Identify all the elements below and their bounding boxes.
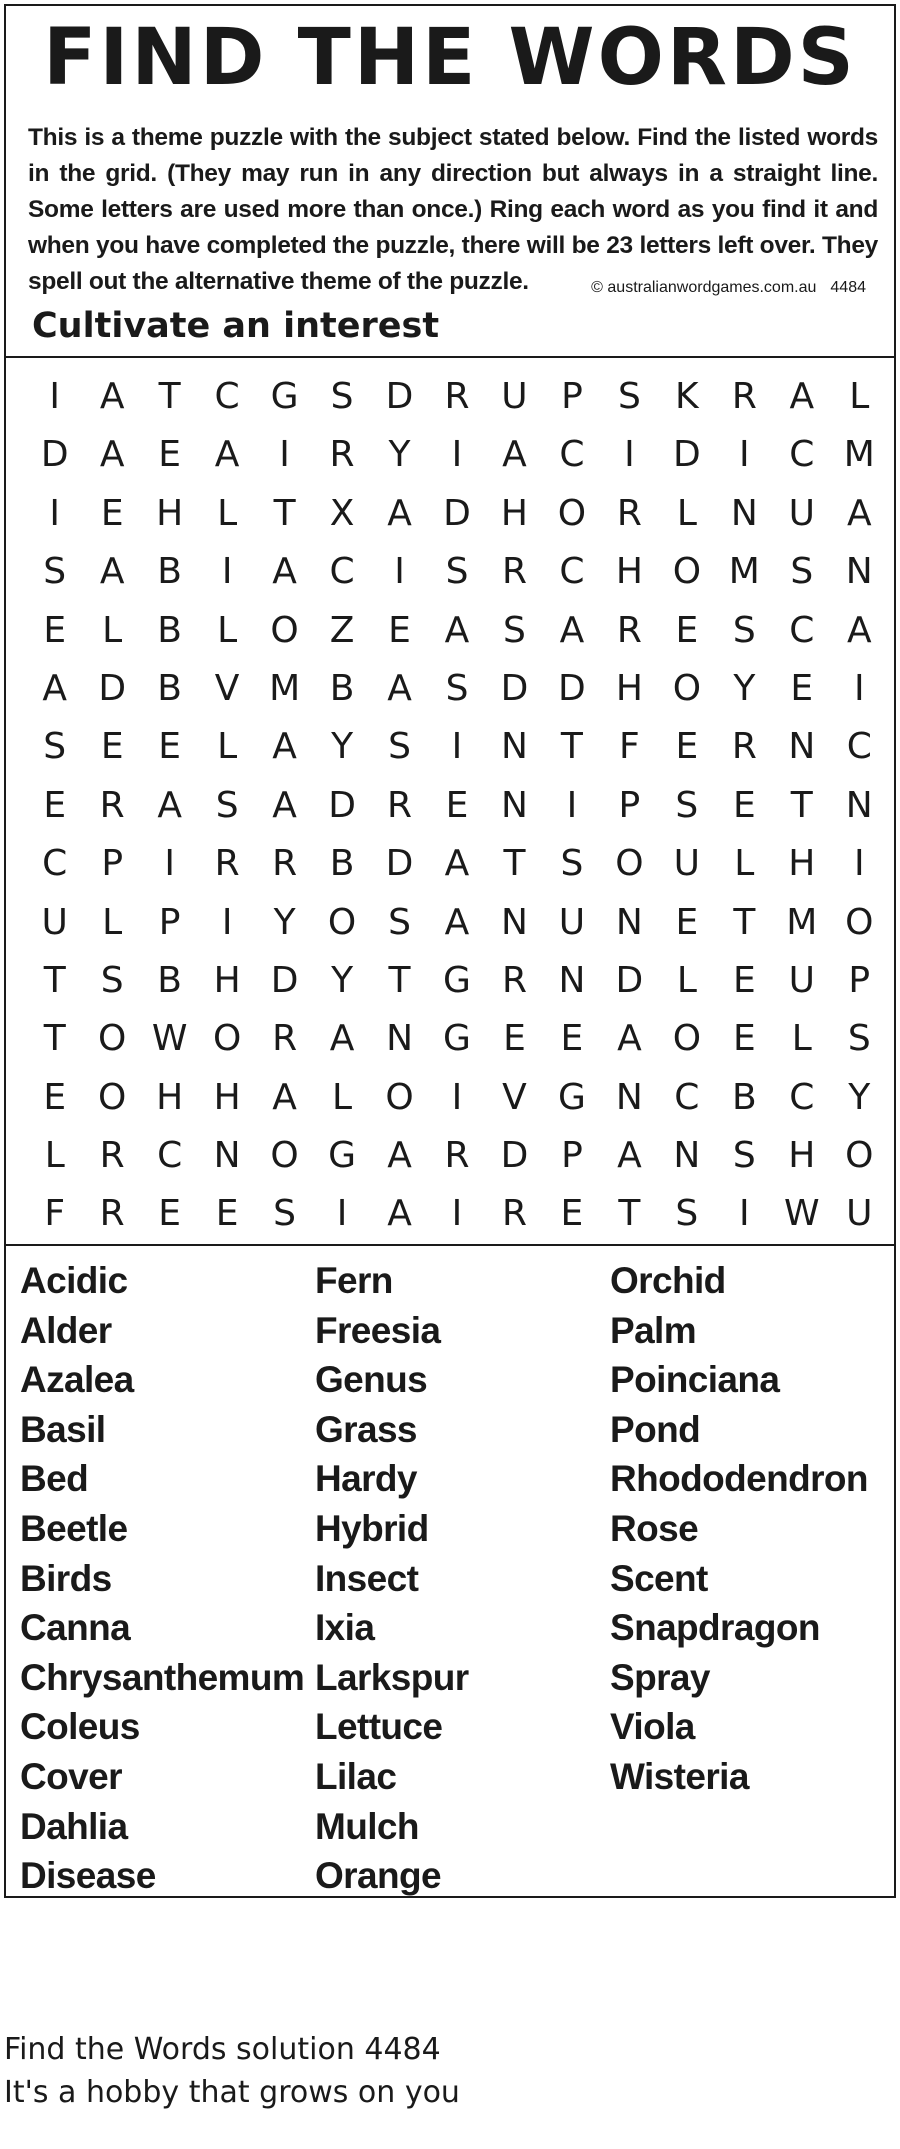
grid-cell[interactable]: D	[270, 959, 299, 1001]
grid-cell[interactable]: S	[330, 376, 354, 417]
grid-cell[interactable]: R	[731, 376, 757, 417]
grid-cell[interactable]: O	[212, 1018, 242, 1060]
grid-cell[interactable]: D	[500, 1135, 529, 1177]
solution-block	[4, 2028, 460, 2114]
puzzle-header	[6, 6, 894, 358]
grid-cell[interactable]: M	[269, 667, 301, 709]
puzzle-credit	[577, 278, 866, 298]
grid-cell[interactable]: A	[559, 609, 585, 651]
grid-cell[interactable]: D	[443, 492, 471, 534]
grid-cell[interactable]: T	[273, 492, 296, 534]
grid-cell[interactable]: E	[675, 726, 699, 768]
grid-cell[interactable]: U	[788, 959, 815, 1001]
grid-cell[interactable]: B	[157, 667, 182, 709]
grid-cell[interactable]: U	[788, 492, 815, 534]
grid-cell[interactable]: N	[500, 784, 528, 826]
word-list-item: Pond	[610, 1408, 701, 1450]
grid-cell[interactable]: I	[853, 667, 865, 709]
word-list-item: Genus	[315, 1359, 428, 1401]
grid-cell[interactable]: T	[388, 959, 411, 1001]
grid-cell[interactable]: N	[558, 959, 586, 1001]
grid-cell[interactable]: T	[43, 1018, 66, 1060]
grid-cell[interactable]: O	[270, 609, 299, 651]
grid-cell[interactable]: L	[676, 959, 697, 1001]
grid-cell[interactable]: B	[157, 959, 182, 1001]
grid-cell[interactable]: E	[43, 784, 67, 826]
grid-cell[interactable]: D	[615, 959, 644, 1001]
grid-cell[interactable]: T	[503, 843, 526, 885]
grid-cell[interactable]: L	[44, 1135, 65, 1177]
word-list-item: Basil	[20, 1408, 106, 1450]
word-list-item: Coleus	[20, 1706, 140, 1748]
grid-cell[interactable]: E	[158, 1193, 182, 1235]
word-list-item: Freesia	[315, 1309, 441, 1351]
word-list-item: Fern	[315, 1260, 393, 1301]
grid-cell[interactable]: I	[739, 434, 750, 476]
grid-cell[interactable]: O	[327, 901, 357, 943]
grid-cell[interactable]: S	[388, 726, 411, 768]
puzzle-frame	[4, 4, 896, 1898]
grid-cell[interactable]: E	[732, 1018, 756, 1060]
grid-cell[interactable]: R	[329, 434, 355, 476]
grid-cell[interactable]: N	[615, 901, 643, 943]
grid-cell[interactable]: E	[388, 609, 411, 651]
grid-cell[interactable]: R	[616, 492, 642, 534]
grid-cell[interactable]: S	[273, 1193, 297, 1235]
grid-cell[interactable]: R	[444, 376, 470, 417]
grid-cell[interactable]: P	[618, 784, 641, 826]
grid-cell[interactable]: S	[847, 1018, 871, 1060]
grid-cell[interactable]: A	[99, 551, 125, 593]
word-list-item: Dahlia	[20, 1805, 128, 1847]
grid-cell[interactable]: G	[443, 1018, 471, 1060]
grid-cell[interactable]: E	[560, 1193, 584, 1235]
word-list-item: Disease	[20, 1855, 156, 1897]
grid-cell[interactable]: O	[98, 1018, 127, 1060]
word-list-item: Palm	[610, 1309, 697, 1351]
word-list-item: Rose	[610, 1507, 699, 1549]
grid-cell[interactable]: O	[845, 901, 874, 943]
grid-cell[interactable]: E	[445, 784, 469, 826]
solution-answer: It's a hobby that grows on you	[4, 2075, 460, 2110]
grid-cell[interactable]: I	[394, 551, 405, 593]
solution-heading: Find the Words solution 4484	[4, 2032, 441, 2067]
word-list-item: Larkspur	[315, 1656, 469, 1698]
grid-cell[interactable]: C	[42, 843, 68, 885]
word-list-item: Beetle	[20, 1507, 128, 1549]
grid-cell[interactable]: I	[164, 843, 175, 885]
grid-cell[interactable]: I	[853, 843, 865, 885]
grid-cell[interactable]: C	[789, 1076, 815, 1118]
grid-cell[interactable]: L	[332, 1076, 353, 1118]
grid-cell[interactable]: D	[672, 434, 701, 476]
word-list-item: Poinciana	[610, 1359, 780, 1401]
grid-cell[interactable]: I	[624, 434, 635, 476]
grid-cell[interactable]: O	[98, 1076, 127, 1118]
grid-cell[interactable]: R	[272, 843, 298, 885]
word-list-item: Hardy	[315, 1458, 417, 1500]
grid-cell[interactable]: P	[848, 959, 871, 1001]
word-list-item: Orchid	[610, 1260, 726, 1301]
grid-cell[interactable]: A	[617, 1018, 642, 1060]
grid-cell[interactable]: A	[846, 492, 872, 534]
grid-cell[interactable]: L	[676, 492, 697, 534]
grid-cell[interactable]: C	[214, 376, 240, 417]
grid-cell[interactable]: T	[560, 726, 583, 768]
grid-cell[interactable]: H	[788, 1135, 816, 1177]
grid-cell[interactable]: C	[789, 609, 815, 651]
word-list-item: Snapdragon	[610, 1607, 820, 1649]
word-list-item: Cover	[20, 1755, 122, 1797]
grid-cell[interactable]: U	[673, 843, 701, 885]
grid-cell[interactable]: P	[561, 376, 583, 417]
grid-cell[interactable]: K	[675, 376, 699, 417]
grid-cell[interactable]: I	[451, 1193, 463, 1235]
grid-cell[interactable]: E	[215, 1193, 239, 1235]
grid-cell[interactable]: U	[501, 376, 528, 417]
grid-cell[interactable]: P	[158, 901, 181, 943]
grid-cell[interactable]: R	[501, 959, 527, 1001]
grid-cell[interactable]: D	[558, 667, 586, 709]
grid-cell[interactable]: N	[500, 901, 528, 943]
grid-cell[interactable]: E	[503, 1018, 526, 1060]
grid-cell[interactable]: S	[215, 784, 239, 826]
grid-cell[interactable]: F	[44, 1193, 66, 1235]
letter-grid	[26, 368, 888, 1244]
grid-cell[interactable]: A	[272, 551, 297, 593]
grid-cell[interactable]: Y	[331, 726, 354, 768]
grid-cell[interactable]: A	[157, 784, 182, 826]
grid-cell[interactable]: S	[675, 1193, 699, 1235]
grid-cell[interactable]: S	[43, 726, 67, 768]
word-list-item: Azalea	[20, 1359, 134, 1401]
grid-cell[interactable]: T	[158, 376, 181, 417]
grid-cell[interactable]: H	[615, 551, 643, 593]
grid-cell[interactable]: A	[272, 784, 297, 826]
grid-cell[interactable]: A	[387, 667, 412, 709]
word-list-item: Rhododendron	[610, 1458, 868, 1500]
grid-cell[interactable]: O	[270, 1135, 299, 1177]
grid-cell[interactable]: D	[500, 667, 529, 709]
grid-cell[interactable]: U	[558, 901, 586, 943]
grid-cell[interactable]: T	[790, 784, 813, 826]
word-list-item: Chrysanthemum	[20, 1656, 305, 1698]
puzzle-title: FIND THE WORDS	[43, 13, 857, 103]
grid-cell[interactable]: M	[728, 551, 760, 593]
word-list-item: Bed	[20, 1458, 89, 1500]
grid-cell[interactable]: R	[272, 1018, 298, 1060]
grid-cell[interactable]: A	[617, 1135, 642, 1177]
grid-cell[interactable]: A	[444, 901, 470, 943]
puzzle-number: 4484	[830, 279, 866, 296]
grid-cell[interactable]: A	[444, 609, 470, 651]
grid-cell[interactable]: N	[386, 1018, 413, 1060]
grid-cell[interactable]: S	[560, 843, 584, 885]
grid-cell[interactable]: S	[445, 551, 469, 593]
word-list-item: Spray	[610, 1656, 710, 1698]
grid-cell[interactable]: O	[385, 1076, 414, 1118]
word-column-2	[315, 1256, 610, 1901]
grid-cell[interactable]: E	[560, 1018, 584, 1060]
grid-cell[interactable]: A	[99, 434, 125, 476]
grid-cell[interactable]: N	[788, 726, 816, 768]
grid-cell[interactable]: N	[730, 492, 758, 534]
grid-cell[interactable]: S	[503, 609, 526, 651]
grid-cell[interactable]: O	[615, 843, 644, 885]
grid-cell[interactable]: N	[845, 551, 873, 593]
grid-cell[interactable]: A	[789, 376, 815, 417]
grid-cell[interactable]: N	[845, 784, 873, 826]
word-list-item: Canna	[20, 1607, 131, 1649]
grid-cell[interactable]: A	[444, 843, 470, 885]
grid-cell[interactable]: O	[557, 492, 587, 534]
grid-cell[interactable]: E	[43, 1076, 67, 1118]
grid-cell[interactable]: E	[732, 959, 756, 1001]
word-list	[20, 1256, 890, 1901]
grid-cell[interactable]: A	[846, 609, 872, 651]
grid-cell[interactable]: Y	[733, 667, 756, 709]
grid-cell[interactable]: P	[561, 1135, 583, 1177]
grid-cell[interactable]: P	[101, 843, 124, 885]
grid-cell[interactable]: W	[151, 1018, 188, 1060]
grid-cell[interactable]: R	[214, 843, 240, 885]
grid-cell[interactable]: Y	[273, 901, 296, 943]
grid-cell[interactable]: S	[790, 551, 814, 593]
grid-cell[interactable]: E	[675, 901, 699, 943]
grid-cell[interactable]: N	[213, 1135, 241, 1177]
word-list-item: Acidic	[20, 1260, 128, 1301]
word-list-item: Lettuce	[315, 1706, 443, 1748]
grid-cell[interactable]: E	[43, 609, 67, 651]
grid-cell[interactable]: A	[387, 1193, 412, 1235]
grid-cell[interactable]: I	[221, 551, 233, 593]
grid-cell[interactable]: Y	[848, 1076, 871, 1118]
grid-cell[interactable]: R	[99, 1193, 125, 1235]
word-list-item: Insect	[315, 1557, 419, 1599]
grid-cell[interactable]: I	[221, 901, 233, 943]
grid-cell[interactable]: I	[451, 1076, 463, 1118]
grid-cell[interactable]: A	[99, 376, 125, 417]
grid-cell[interactable]: D	[385, 843, 414, 885]
puzzle-theme: Cultivate an interest	[32, 306, 440, 346]
grid-cell[interactable]: M	[786, 901, 818, 943]
word-list-item: Ixia	[315, 1607, 375, 1649]
grid-cell[interactable]: H	[156, 1076, 184, 1118]
grid-cell[interactable]: I	[739, 1193, 750, 1235]
grid-cell[interactable]: Y	[331, 959, 354, 1001]
grid-cell[interactable]: E	[100, 726, 124, 768]
grid-cell[interactable]: O	[672, 1018, 702, 1060]
grid-cell[interactable]: H	[156, 492, 184, 534]
grid-cell[interactable]: A	[387, 1135, 412, 1177]
grid-cell[interactable]: Z	[329, 609, 355, 651]
grid-cell[interactable]: E	[158, 434, 182, 476]
grid-cell[interactable]: S	[100, 959, 124, 1001]
grid-cell[interactable]: I	[49, 376, 61, 417]
grid-cell[interactable]: N	[673, 1135, 701, 1177]
grid-cell[interactable]: H	[213, 1076, 241, 1118]
grid-cell[interactable]: I	[279, 434, 290, 476]
grid-cell[interactable]: R	[501, 551, 527, 593]
grid-cell[interactable]: V	[214, 667, 240, 709]
grid-cell[interactable]: E	[790, 667, 814, 709]
grid-cell[interactable]: A	[272, 1076, 297, 1118]
word-list-item: Orange	[315, 1855, 441, 1897]
grid-cell[interactable]: B	[731, 1076, 757, 1118]
grid-cell[interactable]: S	[732, 1135, 756, 1177]
grid-cell[interactable]: C	[789, 434, 815, 476]
grid-cell[interactable]: F	[619, 726, 640, 768]
grid-cell[interactable]: B	[329, 667, 355, 709]
grid-cell[interactable]: R	[387, 784, 413, 826]
grid-cell[interactable]: L	[217, 492, 238, 534]
grid-cell[interactable]: H	[213, 959, 241, 1001]
grid-cell[interactable]: X	[329, 492, 355, 534]
grid-cell[interactable]: D	[328, 784, 356, 826]
grid-cell[interactable]: D	[385, 376, 414, 417]
word-column-3	[610, 1256, 890, 1901]
grid-cell[interactable]: I	[451, 726, 463, 768]
grid-cell[interactable]: H	[788, 843, 816, 885]
grid-cell[interactable]: R	[501, 1193, 527, 1235]
grid-cell[interactable]: A	[502, 434, 527, 476]
grid-cell[interactable]: R	[731, 726, 757, 768]
grid-cell[interactable]: U	[846, 1193, 873, 1235]
grid-cell[interactable]: G	[270, 376, 299, 417]
grid-cell[interactable]: I	[49, 492, 61, 534]
word-list-item: Lilac	[315, 1755, 397, 1797]
grid-cell[interactable]: N	[500, 726, 528, 768]
grid-cell[interactable]: Y	[388, 434, 411, 476]
grid-cell[interactable]: C	[559, 434, 585, 476]
grid-cell[interactable]: C	[674, 1076, 700, 1118]
grid-cell[interactable]: G	[328, 1135, 357, 1177]
grid-cell[interactable]: H	[500, 492, 528, 534]
grid-cell[interactable]: B	[157, 609, 182, 651]
word-list-item: Mulch	[315, 1805, 419, 1847]
word-list-item: Scent	[610, 1557, 708, 1599]
grid-cell[interactable]: D	[98, 667, 127, 709]
grid-cell[interactable]: C	[329, 551, 355, 593]
grid-cell[interactable]: T	[618, 1193, 641, 1235]
divider	[6, 1244, 894, 1246]
grid-cell[interactable]: C	[846, 726, 872, 768]
grid-cell[interactable]: B	[329, 843, 355, 885]
grid-cell[interactable]: I	[451, 434, 463, 476]
grid-cell[interactable]: C	[559, 551, 585, 593]
grid-cell[interactable]: S	[43, 551, 67, 593]
word-column-1	[20, 1256, 315, 1901]
grid-cell[interactable]: O	[672, 667, 702, 709]
grid-cell[interactable]: I	[566, 784, 578, 826]
grid-cell[interactable]: H	[615, 667, 643, 709]
grid-cell[interactable]: D	[40, 434, 69, 476]
grid-cell[interactable]: E	[732, 784, 756, 826]
grid-cell[interactable]: G	[443, 959, 471, 1001]
word-list-item: Grass	[315, 1408, 417, 1450]
grid-cell[interactable]: L	[791, 1018, 812, 1060]
grid-cell[interactable]: N	[615, 1076, 643, 1118]
grid-cell[interactable]: L	[849, 376, 870, 417]
grid-cell[interactable]: A	[42, 667, 68, 709]
grid-cell[interactable]: S	[445, 667, 469, 709]
grid-cell[interactable]: S	[675, 784, 699, 826]
word-list-item: Hybrid	[315, 1507, 429, 1549]
grid-cell[interactable]: R	[99, 1135, 125, 1177]
grid-cell[interactable]: A	[272, 726, 297, 768]
grid-cell[interactable]: C	[157, 1135, 183, 1177]
word-list-item: Viola	[610, 1706, 695, 1748]
grid-cell[interactable]: V	[502, 1076, 527, 1118]
grid-cell[interactable]: O	[672, 551, 702, 593]
grid-cell[interactable]: L	[734, 843, 755, 885]
grid-cell[interactable]: R	[444, 1135, 470, 1177]
grid-cell[interactable]: I	[336, 1193, 348, 1235]
grid-cell[interactable]: A	[387, 492, 412, 534]
grid-cell[interactable]: S	[388, 901, 411, 943]
grid-cell[interactable]: S	[617, 376, 641, 417]
grid-cell[interactable]: B	[157, 551, 182, 593]
grid-cell[interactable]: L	[217, 609, 238, 651]
word-list-item: Alder	[20, 1309, 112, 1351]
grid-cell[interactable]: R	[99, 784, 125, 826]
grid-cell[interactable]: L	[102, 609, 123, 651]
grid-cell[interactable]: A	[329, 1018, 355, 1060]
grid-cell[interactable]: L	[102, 901, 123, 943]
grid-cell[interactable]: L	[217, 726, 238, 768]
puzzle-instructions: This is a theme puzzle with the subject stated below. Find the listed words in the grid. (They may run in any direction but always in a straight line. Some letters are used more than once.) Ring each word as you find it and when you have completed the puzzle, there will be 23 letters left over. They spell out the alternative theme of the puzzle.	[28, 124, 878, 295]
word-list-item: Wisteria	[610, 1755, 749, 1797]
grid-cell[interactable]: O	[845, 1135, 874, 1177]
credit-site: © australianwordgames.com.au	[591, 279, 817, 296]
grid-cell[interactable]: M	[843, 434, 875, 476]
grid-cell[interactable]: E	[100, 492, 124, 534]
grid-cell[interactable]: E	[158, 726, 182, 768]
grid-cell[interactable]: T	[733, 901, 756, 943]
grid-cell[interactable]: R	[616, 609, 642, 651]
grid-cell[interactable]: W	[783, 1193, 820, 1235]
grid-cell[interactable]: S	[732, 609, 756, 651]
grid-cell[interactable]: E	[675, 609, 699, 651]
grid-cell[interactable]: U	[41, 901, 68, 943]
grid-cell[interactable]: G	[557, 1076, 586, 1118]
word-list-item: Birds	[20, 1557, 112, 1599]
grid-cell[interactable]: T	[43, 959, 66, 1001]
grid-cell[interactable]: A	[214, 434, 240, 476]
